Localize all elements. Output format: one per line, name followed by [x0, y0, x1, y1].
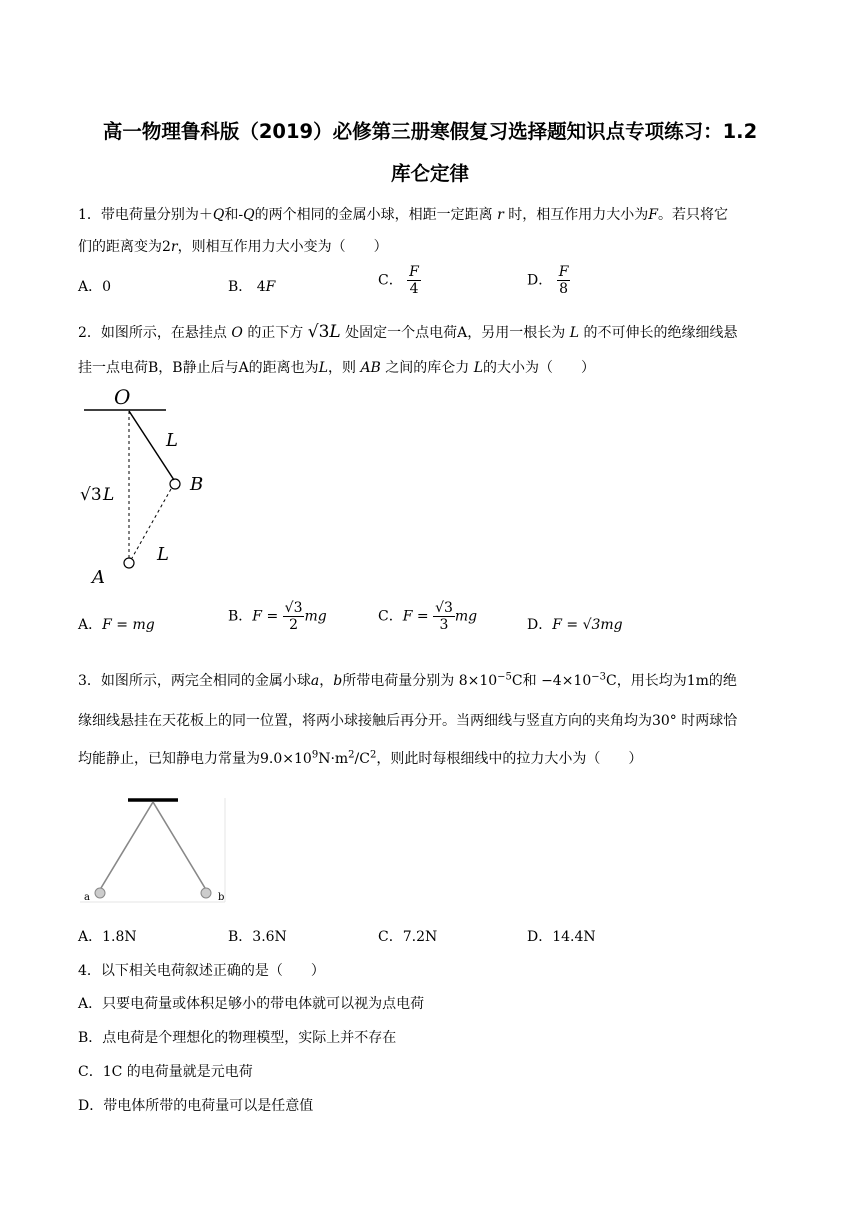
- label-sqrt3: √3: [80, 485, 102, 505]
- label-a: A: [92, 567, 105, 588]
- question-3-option-d: D．14.4N: [527, 929, 596, 945]
- question-3-option-a: A．1.8N: [78, 929, 137, 945]
- question-4-option-d: D．带电体所带的电荷量可以是任意值: [78, 1098, 314, 1114]
- question-2-figure: [70, 380, 220, 590]
- question-3-stem-line-2: 缘细线悬挂在天花板上的同一位置，将两小球接触后再分开。当两细线与竖直方向的夹角均为30° 时两球恰: [78, 713, 738, 729]
- label-l-ab: L: [157, 544, 169, 565]
- charge-b-circle: [170, 479, 180, 489]
- question-4-stem: 4．以下相关电荷叙述正确的是（ ）: [78, 963, 325, 979]
- question-4-option-b: B．点电荷是个理想化的物理模型，实际上并不存在: [78, 1030, 397, 1046]
- title-line-1: 高一物理鲁科版（2019）必修第三册寒假复习选择题知识点专项练习：1.2: [102, 120, 758, 143]
- ball-b: [201, 888, 211, 898]
- label-ball-a: a: [84, 892, 90, 903]
- label-l-vertical: L: [103, 485, 115, 505]
- question-1-stem-line-2: 们的距离变为2r，则相互作用力大小变为（ ）: [78, 239, 388, 255]
- question-2-option-d: D．F = √3mg: [527, 617, 623, 633]
- question-1-option-c: C． $\frac{F}{4}$: [378, 264, 419, 298]
- question-4-option-c: C．1C 的电荷量就是元电荷: [78, 1064, 253, 1080]
- question-3-figure: [80, 790, 232, 906]
- question-2-stem-line-2: 挂一点电荷B，B静止后与A的距离也为L，则 AB 之间的库仑力 L的大小为（ ）: [78, 360, 596, 376]
- title-line-2: 库仑定律: [390, 162, 469, 185]
- question-1-option-a: A．0: [78, 279, 112, 295]
- question-4-option-a: A．只要电荷量或体积足够小的带电体就可以视为点电荷: [78, 996, 425, 1012]
- label-l-thread: L: [166, 430, 178, 451]
- label-ball-b: b: [218, 892, 225, 903]
- question-2-option-a: A．F = mg: [78, 617, 155, 633]
- question-1-stem-line-1: 1．带电荷量分别为＋Q和-Q的两个相同的金属小球，相距一定距离 r 时，相互作用力大小为F。若只将它: [78, 207, 728, 223]
- question-2-stem-line-1: 2．如图所示，在悬挂点 O 的正下方 √3L 处固定一个点电荷A，另用一根长为 L 的不可伸长的绝缘细线悬: [78, 322, 738, 342]
- label-o: O: [114, 385, 131, 409]
- question-1-option-d: D． $\frac{F}{8}$: [527, 264, 569, 298]
- question-3-stem-line-3: 均能静止，已知静电力常量为$9.0\times 10^9N\cdot m^2/C^2$，则此时每根细线中的拉力大小为（ ）: [78, 749, 643, 767]
- question-3-stem-line-1: 3．如图所示，两完全相同的金属小球a，b所带电荷量分别为 $8\times 10^{-5}C$和 $-4\times 10^{-3}C$，用长均为1m的绝: [78, 671, 737, 689]
- label-b: B: [190, 474, 204, 495]
- ball-a: [95, 888, 105, 898]
- question-2-option-b: B．F = $\frac{√3}{2}$ mg: [228, 600, 327, 634]
- question-2-option-c: C．F = $\frac{√3}{3}$ mg: [378, 600, 478, 634]
- question-3-option-b: B．3.6N: [228, 929, 287, 945]
- charge-a-circle: [124, 558, 134, 568]
- question-3-option-c: C．7.2N: [378, 929, 438, 945]
- question-1-option-b: B． 4F: [228, 279, 276, 295]
